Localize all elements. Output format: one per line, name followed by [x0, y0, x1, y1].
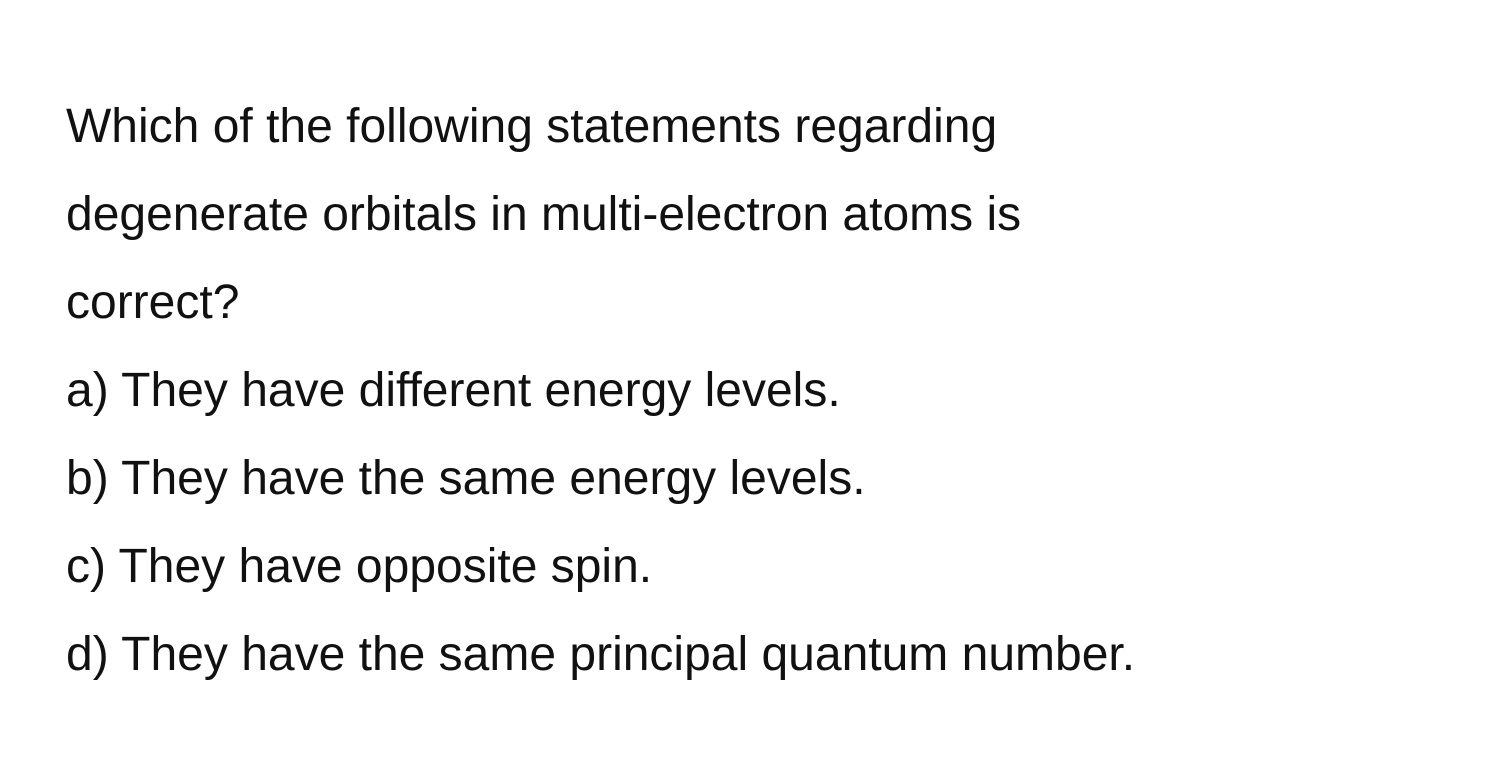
question-block: [66, 83, 1466, 699]
question-text-line-2: degenerate orbitals in multi-electron atoms is: [66, 188, 1022, 241]
option-a: a) They have different energy levels.: [66, 364, 841, 417]
option-b: b) They have the same energy levels.: [66, 452, 866, 505]
option-d: d) They have the same principal quantum number.: [66, 628, 1136, 681]
option-c: c) They have opposite spin.: [66, 540, 653, 593]
question-text-line-1: Which of the following statements regarding: [66, 100, 998, 153]
question-text-line-3: correct?: [66, 276, 240, 329]
